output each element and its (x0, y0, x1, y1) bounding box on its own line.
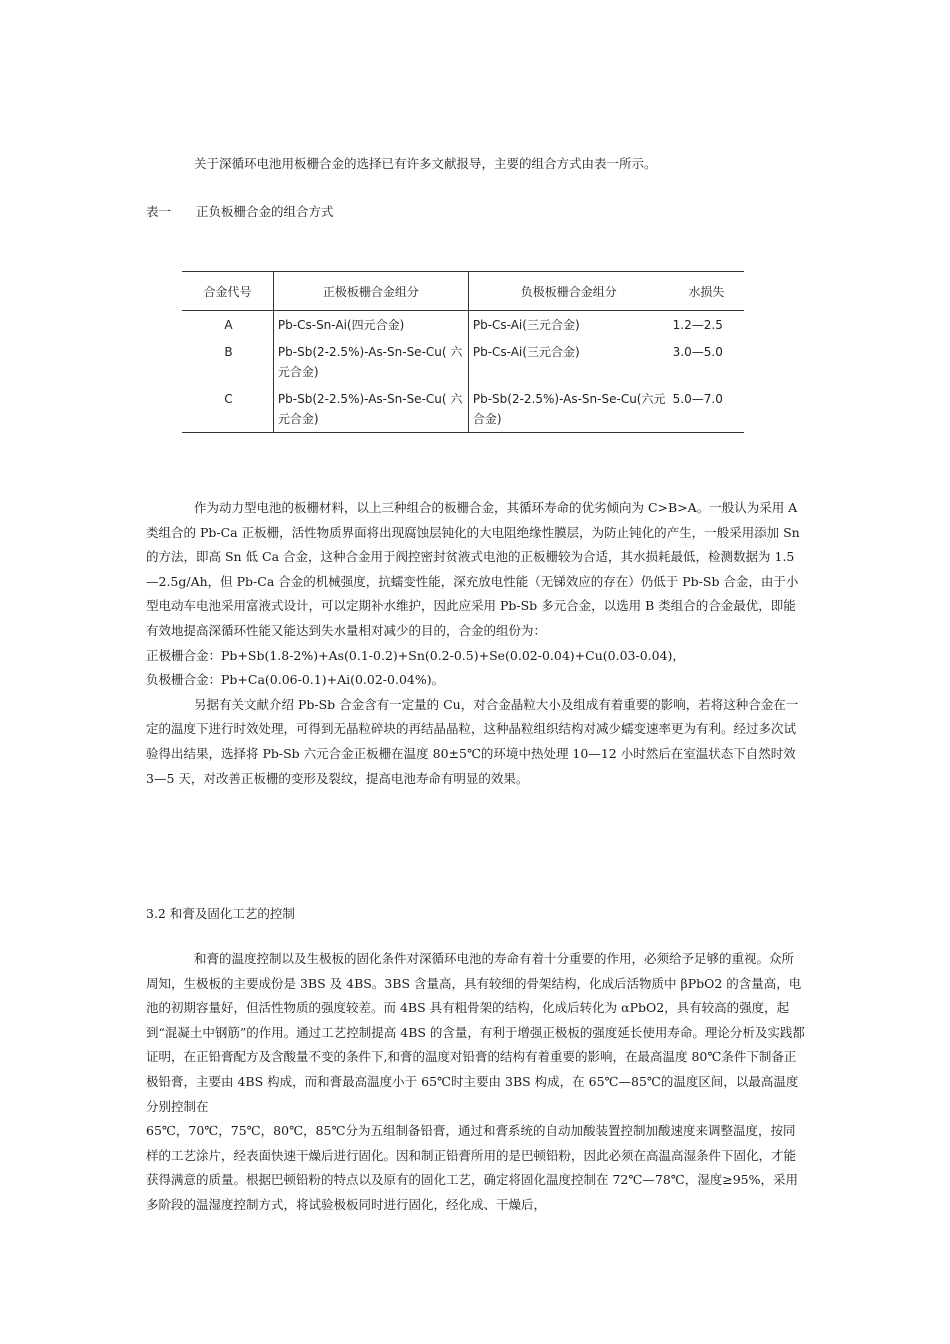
cell-positive: Pb-Cs-Sn-Ai(四元合金) (273, 311, 468, 339)
intro-paragraph: 关于深循环电池用板栅合金的选择已有许多文献报导，主要的组合方式由表一所示。 (194, 156, 657, 171)
cell-code: C (182, 385, 273, 433)
alloy-table (182, 271, 744, 433)
cell-negative: Pb-Cs-Ai(三元合金) (472, 345, 580, 359)
cell-positive: Pb-Sb(2-2.5%)-As-Sn-Se-Cu( 六元合金) (273, 385, 468, 433)
paragraph-paste-temperature: 和膏的温度控制以及生极板的固化条件对深循环电池的寿命有着十分重要的作用，必须给予足够的重视。众所周知，生极板的主要成份是 3BS 及 4BS。3BS 含量高，具有较细的骨架结构，化成后活物质中 βPbO2 的含量高，电池的初期容量好，但活性物质的强度较差。而 4BS 具有粗骨架的结构，化成后转化为 αPbO2，具有较高的强度，起到“混凝土中钢筋”的作用。通过工艺控制提高 4BS 的含量，有利于增强正极板的强度延长使用寿命。理论分析及实践都证明，在正铅膏配方及含酸量不变的条件下,和膏的温度对铅膏的结构有着重要的影响，在最高温度 80℃条件下制备正极铅膏，主要由 4BS 构成，而和膏最高温度小于 65℃时主要由 3BS 构成，在 65℃—85℃的温度区间，以最高温度分别控制在 (146, 951, 805, 1114)
cell-negative: Pb-Sb(2-2.5%)-As-Sn-Se-Cu(六元合金) (472, 392, 666, 426)
header-code: 合金代号 (182, 272, 273, 311)
header-water-loss: 水损失 (669, 272, 744, 311)
header-positive: 正极板栅合金组分 (273, 272, 468, 311)
body-section-1 (146, 496, 806, 791)
table-header-row (182, 272, 744, 311)
cell-water-loss: 3.0—5.0 (672, 345, 723, 359)
paragraph-heat-treatment: 另据有关文献介绍 Pb-Sb 合金含有一定量的 Cu，对合金晶粒大小及组成有着重要的影响，若将这种合金在一定的温度下进行时效处理，可得到无晶粒碎块的再结晶晶粒，这种晶粒组织结构对减少蠕变速率更为有利。经过多次试验得出结果，选择将 Pb-Sb 六元合金正板栅在温度 80±5℃的环境中热处理 10—12 小时然后在室温状态下自然时效 3—5 天，对改善正板栅的变形及裂纹，提高电池寿命有明显的效果。 (146, 696, 799, 786)
positive-alloy-formula: 正极栅合金：Pb+Sb(1.8-2%)+As(0.1-0.2)+Sn(0.2-0.5)+Se(0.02-0.04)+Cu(0.03-0.04)， (146, 647, 685, 663)
paragraph-paste-groups: 65℃，70℃，75℃，80℃，85℃分为五组制备铅膏，通过和膏系统的自动加酸装置控制加酸速度来调整温度，按同样的工艺涂片，经表面快速干燥后进行固化。因和制正铅膏所用的是巴顿铅粉，因此必须在高温高湿条件下固化，才能获得满意的质量。根据巴顿铅粉的特点以及原有的固化工艺，确定将固化温度控制在 72℃—78℃，湿度≥95%，采用多阶段的温湿度控制方式，将试验极板同时进行固化，经化成、干燥后， (146, 1123, 799, 1212)
negative-alloy-formula: 负极栅合金：Pb+Ca(0.06-0.1)+Ai(0.02-0.04%)。 (146, 672, 445, 688)
table-caption (146, 202, 334, 220)
table-row (182, 385, 744, 433)
table-row (182, 338, 744, 385)
header-negative: 负极板栅合金组分 (468, 272, 668, 311)
table-title: 正负板栅合金的组合方式 (196, 204, 334, 219)
cell-code: A (182, 311, 273, 339)
table-number: 表一 (146, 204, 172, 219)
cell-positive: Pb-Sb(2-2.5%)-As-Sn-Se-Cu( 六元合金) (273, 338, 468, 385)
paragraph-alloy-choice: 作为动力型电池的板栅材料，以上三种组合的板栅合金，其循环寿命的优劣倾向为 C>B>A。一般认为采用 A 类组合的 Pb-Ca 正板栅，活性物质界面将出现腐蚀层钝化的大电阻绝缘性膜层，为防止钝化的产生，一般采用添加 Sn 的方法，即高 Sn 低 Ca 合金，这种合金用于阀控密封贫液式电池的正板栅较为合适，其水损耗最低，检测数据为 1.5—2.5g/Ah，但 Pb-Ca 合金的机械强度，抗蠕变性能，深充放电性能（无锑效应的存在）仍低于 Pb-Sb 合金，由于小型电动车电池采用富液式设计，可以定期补水维护，因此应采用 Pb-Sb 多元合金，以选用 B 类组合的合金最优，即能有效地提高深循环性能又能达到失水量相对减少的目的，合金的组份为： (146, 500, 800, 638)
cell-water-loss: 5.0—7.0 (672, 392, 723, 406)
section-heading: 3.2 和膏及固化工艺的控制 (146, 906, 295, 921)
cell-negative: Pb-Cs-Ai(三元合金) (472, 318, 580, 332)
cell-water-loss: 1.2—2.5 (672, 318, 723, 332)
cell-code: B (182, 338, 273, 385)
table-row (182, 311, 744, 339)
body-section-2 (146, 947, 806, 1218)
